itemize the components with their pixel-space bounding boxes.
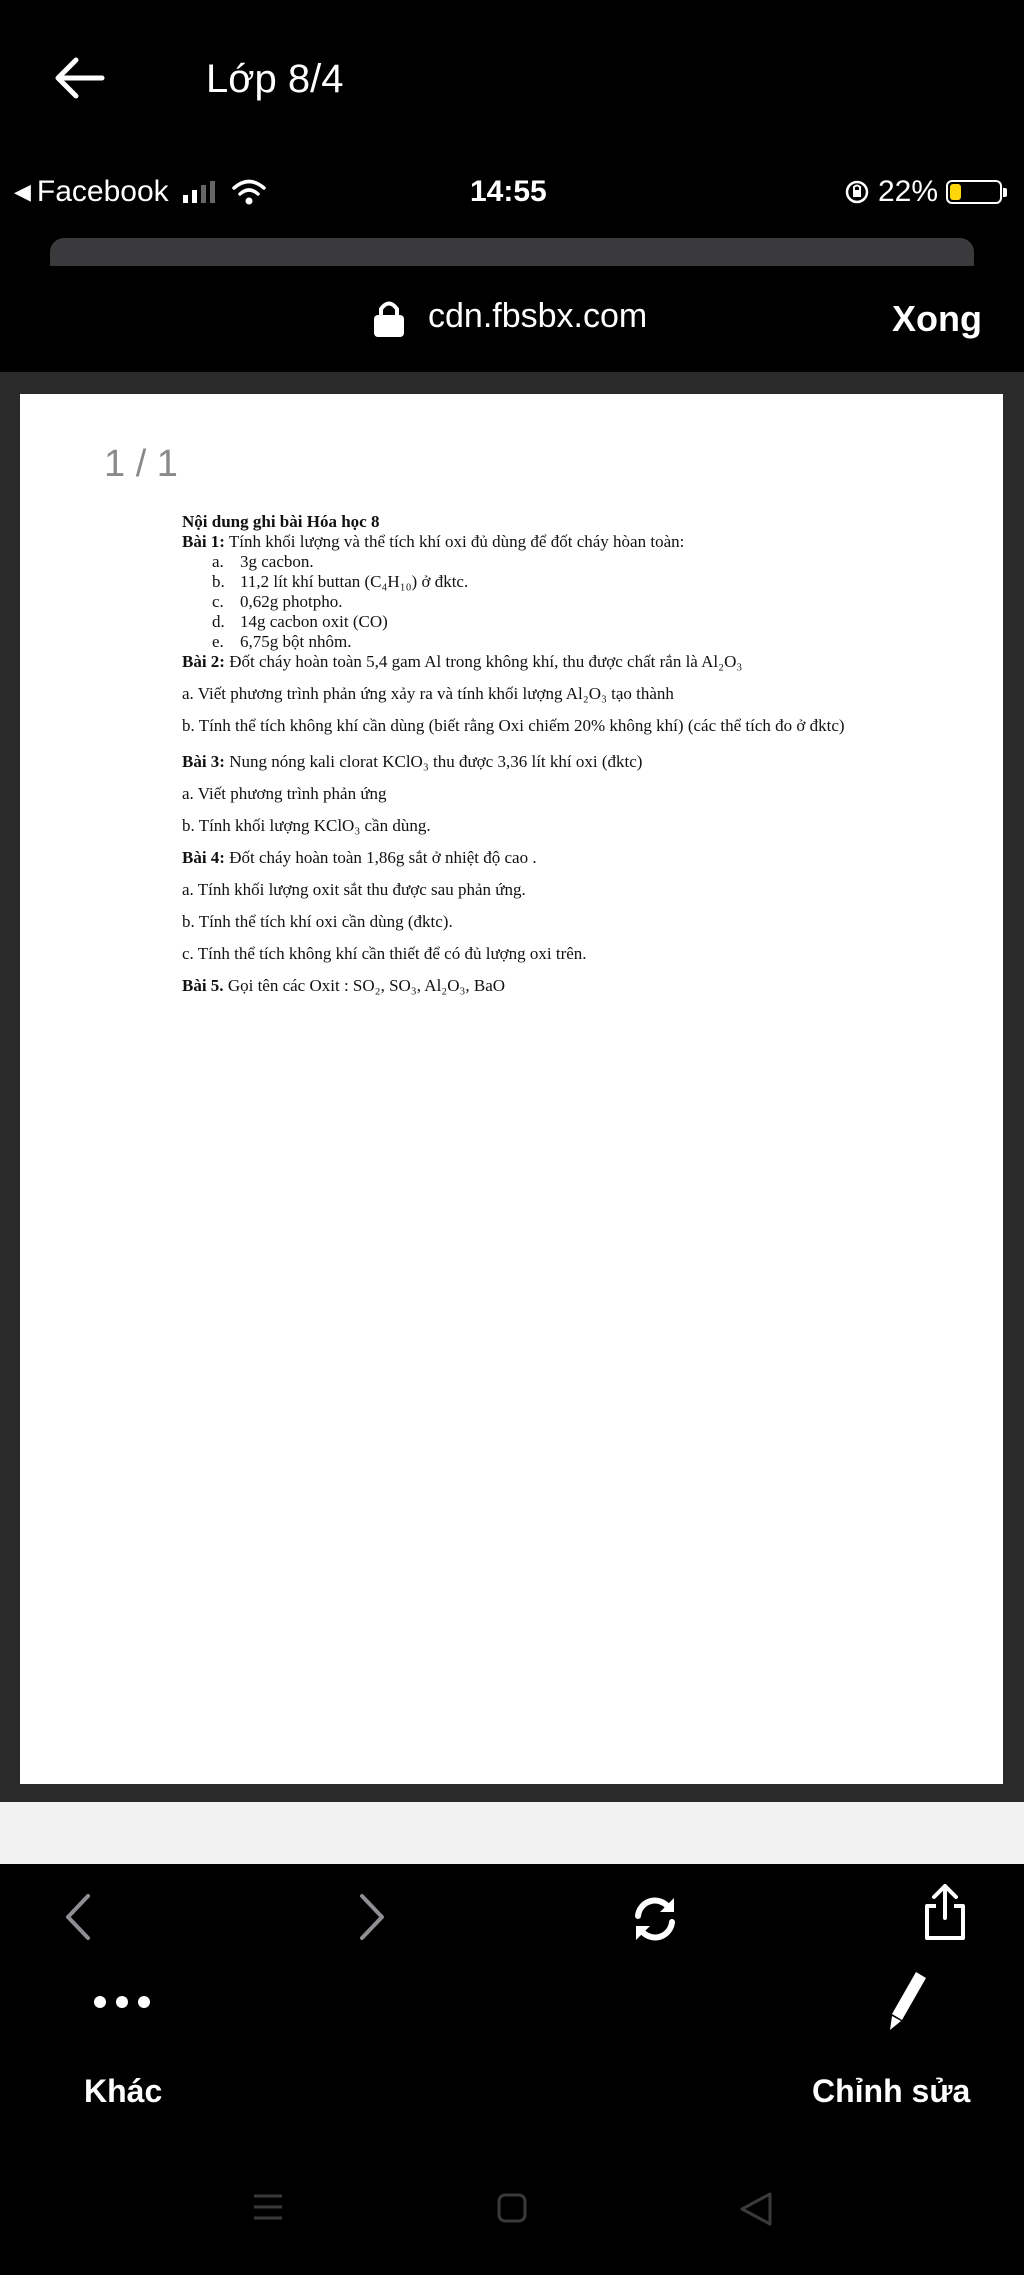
nav-back-icon[interactable] [738,2190,774,2228]
exercise-4: Bài 4: Đốt cháy hoàn toàn 1,86g sắt ở nhiệt độ cao . [182,848,537,867]
recent-apps-icon[interactable] [252,2192,284,2222]
battery-percent: 22% [878,175,939,208]
conversation-title: Lớp 8/4 [206,57,344,101]
exercise-2-a: a. Viết phương trình phản ứng xảy ra và tính khối lượng Al₂O₃ tạo thành [182,684,674,703]
chevron-left-icon[interactable] [58,1888,98,1946]
back-triangle-icon: ◀ [14,179,31,204]
status-battery-group [844,172,1002,212]
exercise-3-a: a. Viết phương trình phản ứng [182,784,387,803]
url-progress-pill [50,238,974,266]
exercise-2-b: b. Tính thể tích không khí cần dùng (biết rằng Oxi chiếm 20% không khí) (các thể tích đo ở đktc) [182,716,845,735]
list-item: a. 3g cacbon. [212,552,314,571]
page-counter: 1 / 1 [104,443,178,485]
chevron-right-icon[interactable] [352,1888,392,1946]
exercise-1 [182,532,922,552]
wifi-icon [231,177,267,207]
exercise-3-b: b. Tính khối lượng KClO₃ cần dùng. [182,816,431,835]
edit-label[interactable]: Chỉnh sửa [812,2073,971,2109]
exercise-4-b: b. Tính thể tích khí oxi cần dùng (đktc). [182,912,453,931]
exercise-4-a: a. Tính khối lượng oxit sắt thu được sau phản ứng. [182,880,526,899]
exercise-3: Bài 3: Nung nóng kali clorat KClO₃ thu được 3,36 lít khí oxi (đktc) [182,752,643,771]
battery-icon [946,180,1002,204]
document-content [182,512,922,996]
reload-icon[interactable] [630,1894,680,1944]
status-time: 14:55 [470,175,547,208]
pencil-icon[interactable] [886,1968,930,2032]
exercise-2: Bài 2: Đốt cháy hoàn toàn 5,4 gam Al trong không khí, thu được chất rắn là Al₂O₃ [182,652,743,671]
cell-signal-icon [183,181,215,203]
share-icon[interactable] [922,1882,968,1942]
exercise-4-c: c. Tính thể tích không khí cần thiết để có đủ lượng oxi trên. [182,944,587,963]
list-item: e. 6,75g bột nhôm. [212,632,352,651]
doc-heading: Nội dung ghi bài Hóa học 8 [182,512,380,531]
viewer-bottom-strip [0,1802,1024,1864]
ellipsis-icon[interactable] [90,1990,154,2014]
done-button[interactable]: Xong [892,298,982,339]
list-item: d. 14g cacbon oxit (CO) [212,612,388,631]
exercise-label: Bài 1: [182,532,225,551]
status-app-name: Facebook [36,175,169,208]
orientation-lock-icon [844,179,870,205]
home-icon[interactable] [496,2192,528,2224]
lock-icon [372,298,406,338]
exercise-text: Tính khối lượng và thể tích khí oxi đủ dùng để đốt cháy hòan toàn: [224,532,685,551]
list-item: c. 0,62g photpho. [212,592,343,611]
exercise-5: Bài 5. Gọi tên các Oxit : SO₂, SO₃, Al₂O₃, BaO [182,976,506,995]
more-label[interactable]: Khác [84,2073,163,2109]
list-item: b. 11,2 lít khí buttan (C₄H₁₀) ở đktc. [212,572,469,591]
status-back-to-app[interactable] [14,172,267,212]
url-text[interactable]: cdn.fbsbx.com [428,297,648,335]
back-arrow-icon[interactable] [50,48,110,108]
